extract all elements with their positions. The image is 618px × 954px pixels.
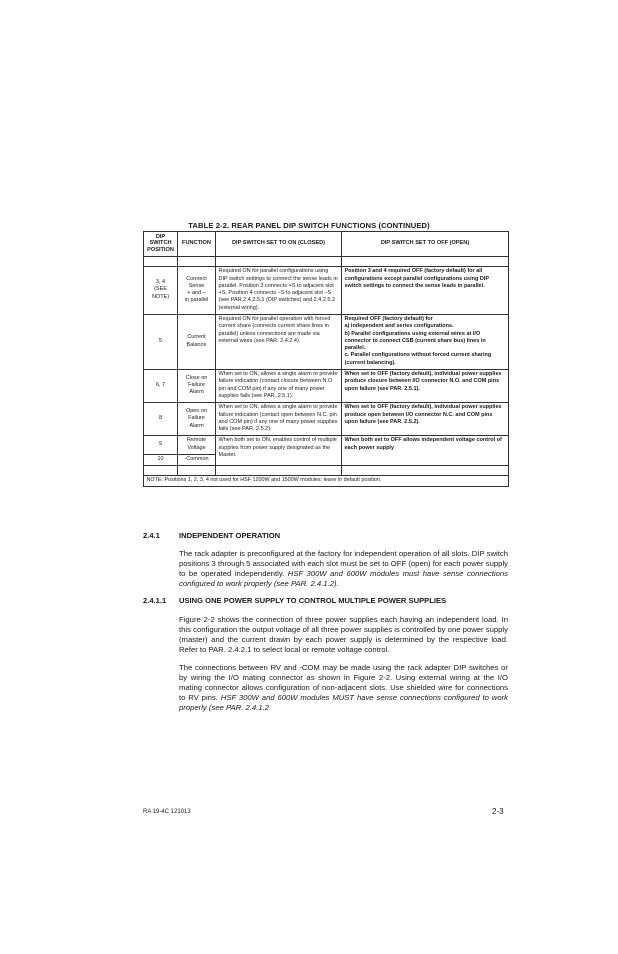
table-note-row [144, 475, 509, 486]
document-id: RA 19-4C 121013 [143, 809, 191, 815]
off-cell: When set to OFF (factory default), individual power supplies produce closure between I/O connector N.O. and COM pins upon failure (see PAR. 2.5.1). [342, 369, 509, 402]
section-title: USING ONE POWER SUPPLY TO CONTROL MULTIPLE POWER SUPPLIES [179, 596, 447, 605]
section-paragraph: The connections between RV and -COM may be made using the rack adapter DIP switches or by wiring the I/O mating connector as shown in Figure 2-2. Using external wiring at the I/O mating connector allows configuration of non-adjacent slots. Use shielded wire for connections to RV pins. HSF 300W and 600W modules MUST have sense connections configured to work properly (see PAR. 2.4.1.2 [179, 663, 508, 713]
position-cell [144, 266, 178, 314]
table-row [144, 314, 509, 369]
position-cell: 6, 7 [144, 369, 178, 402]
header-on: DIP SWITCH SET TO ON (CLOSED) [216, 232, 342, 257]
function-cell: Remote Voltage [178, 435, 216, 454]
table-row [144, 369, 509, 402]
table-row [144, 402, 509, 435]
off-cell: When both set to OFF allows independent voltage control of each power supply [342, 435, 509, 465]
section-paragraph: The rack adapter is preconfigured at the factory for independent operation of all slots. DIP switch positions 3 through 5 associated with each slot must be set to OFF (open) for each power supply to be operated independently. HSF 300W and 600W modules must have sense connections configured to work properly (see PAR. 2.4.1.2). [179, 549, 508, 589]
table-header-row [144, 232, 509, 257]
position-note: (SEE NOTE) [151, 286, 170, 300]
on-cell: When set to ON, allows a single alarm to provide failure indication (contact closure between N.O. pin and COM pin) if any one of many power supplies fails (see PAR. 2.5.1). [216, 369, 342, 402]
on-cell: Required ON for parallel operation with forced current share (connects current share lines in parallel) unless connections are made via external wires (see PAR. 2.4.2.4). [216, 314, 342, 369]
off-cell: Required OFF (factory default) for a) independent and series configurations. b) Parallel configurations using external wires at I/O connector to connect CSB (current share bus) lines in parallel. c. Parallel configurations without forced current sharing (current balancing). [342, 314, 509, 369]
position-value: 3, 4 [155, 279, 166, 286]
section-number: 2.4.1 [143, 531, 160, 540]
dip-switch-table [143, 231, 509, 487]
position-cell: 8 [144, 402, 178, 435]
table-spacer-row [144, 256, 509, 266]
section-title: INDEPENDENT OPERATION [179, 531, 281, 540]
header-function: FUNCTION [178, 232, 216, 257]
function-cell: -Common [178, 454, 216, 465]
table-row [144, 266, 509, 314]
header-off: DIP SWITCH SET TO OFF (OPEN) [342, 232, 509, 257]
function-cell: Open on Failure Alarm [178, 402, 216, 435]
position-cell: 10 [144, 454, 178, 465]
section-number: 2.4.1.1 [143, 596, 167, 605]
on-cell: Required ON for parallel configurations using DIP switch settings to connect the sense leads in parallel. Position 3 connects +S to adjacent slot +S, Position 4 connects –S to adjacent slot –S (see PAR.2.4.2.5.1 (DIP switches) and 2.4.2.5.2 (external wiring). [216, 266, 342, 314]
function-cell: Current Balance [178, 314, 216, 369]
table-note: NOTE: Positions 1, 2, 3, 4 not used for HSF 1200W and 1500W modules; leave in default position. [144, 475, 509, 486]
table-title: TABLE 2-2. REAR PANEL DIP SWITCH FUNCTIONS (CONTINUED) [188, 221, 430, 230]
table-row [144, 435, 509, 454]
position-cell: 5 [144, 314, 178, 369]
section-paragraph: Figure 2-2 shows the connection of three power supplies each having an independent load. In this configuration the output voltage of all three power supplies is controlled by one power supply (master) and the current drawn by each power supply is determined by the respective load. Refer to PAR. 2.4.2.1 to select local or remote voltage control. [179, 615, 508, 655]
off-cell: Position 3 and 4 required OFF (factory default) for all configurations except parallel configurations using DIP switch settings to connect the sense leads in parallel. [342, 266, 509, 314]
off-cell: When set to OFF (factory default), individual power supplies produce open between I/O connector N.C. and COM pins upon failure (see PAR. 2.5.2). [342, 402, 509, 435]
page-number: 2-3 [492, 807, 504, 816]
on-cell: When set to ON, allows a single alarm to provide failure indication (contact open between N.C. pin and COM pin) if any one of many power supplies fails (see PAR. 2.5.2). [216, 402, 342, 435]
function-cell: Close on Failure Alarm [178, 369, 216, 402]
function-cell: Connect Sense + and – in parallel [178, 266, 216, 314]
on-cell: When both set to ON, enables control of multiple supplies from power supply designated as the Master. [216, 435, 342, 465]
table-spacer-row [144, 465, 509, 475]
header-position: DIP SWITCH POSITION [144, 232, 178, 257]
position-cell: 9 [144, 435, 178, 454]
